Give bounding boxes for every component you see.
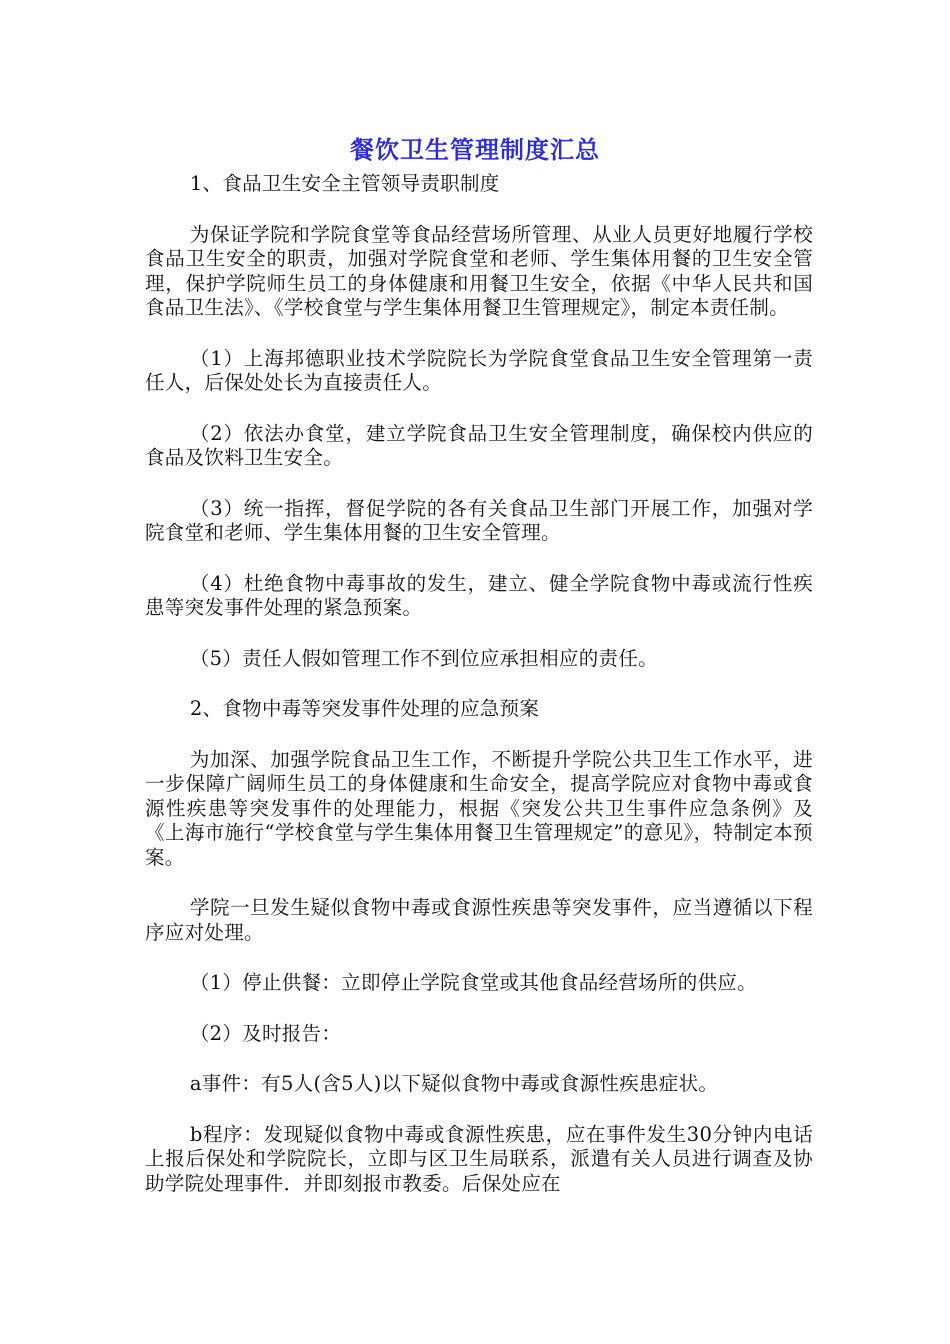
document-title: 餐饮卫生管理制度汇总	[350, 136, 600, 164]
list-item: （1）停止供餐：立即停止学院食堂或其他食品经营场所的供应。	[189, 971, 757, 994]
paragraph: 学院一旦发生疑似食物中毒或食源性疾患等突发事件，应当遵循以下程序应对处理。	[145, 896, 813, 944]
list-item: a事件：有5人(含5人)以下疑似食物中毒或食源性疾患症状。	[189, 1072, 719, 1095]
list-item: （1）上海邦德职业技术学院院长为学院食堂食品卫生安全管理第一责任人，后保处处长为直接责任人。	[145, 346, 813, 394]
list-item: b程序：发现疑似食物中毒或食源性疾患，应在事件发生30分钟内电话上报后保处和学院院长，立即与区卫生局联系，派遣有关人员进行调查及协助学院处理事件．并即刻报市教委。后保处应在	[145, 1122, 813, 1195]
list-item: （3）统一指挥，督促学院的各有关食品卫生部门开展工作，加强对学院食堂和老师、学生集体用餐的卫生安全管理。	[145, 496, 813, 544]
list-item: （2）及时报告：	[189, 1021, 342, 1045]
document-body	[145, 172, 813, 1222]
paragraph: 为加深、加强学院食品卫生工作，不断提升学院公共卫生工作水平，进一步保障广阔师生员工的身体健康和生命安全，提高学院应对食物中毒或食源性疾患等突发事件的处理能力，根据《突发公共卫生事件应急条例》及《上海市施行“学校食堂与学生集体用餐卫生管理规定”的意见》，特制定本预案。	[145, 747, 813, 869]
list-item: （5）责任人假如管理工作不到位应承担相应的责任。	[189, 646, 658, 670]
list-item: （4）杜绝食物中毒事故的发生，建立、健全学院食物中毒或流行性疾患等突发事件处理的紧急预案。	[145, 571, 813, 619]
paragraph: 为保证学院和学院食堂等食品经营场所管理、从业人员更好地履行学校食品卫生安全的职责，加强对学院食堂和老师、学生集体用餐的卫生安全管理，保护学院师生员工的身体健康和用餐卫生安全，依据《中华人民共和国食品卫生法》、《学校食堂与学生集体用餐卫生管理规定》，制定本责任制。	[145, 222, 813, 319]
section-heading: 1、食品卫生安全主管领导责职制度	[189, 172, 500, 195]
section-heading: 2、食物中毒等突发事件处理的应急预案	[189, 697, 540, 720]
list-item: （2）依法办食堂，建立学院食品卫生安全管理制度，确保校内供应的食品及饮料卫生安全。	[145, 421, 813, 469]
